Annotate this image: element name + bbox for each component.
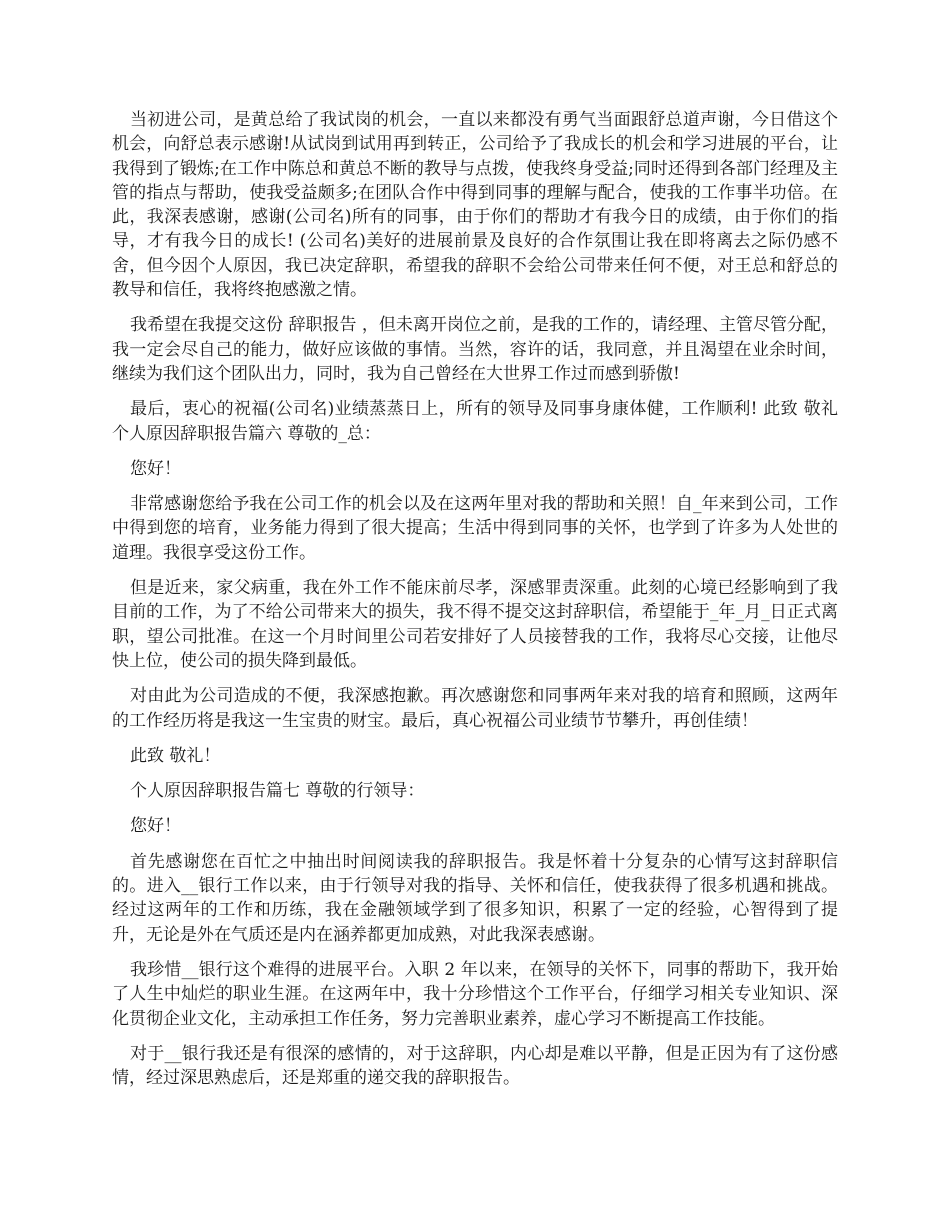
paragraph-12: 我珍惜__银行这个难得的进展平台。入职 2 年以来，在领导的关怀下，同事的帮助下，我开始了人生中灿烂的职业生涯。在这两年中，我十分珍惜这个工作平台，仔细学习相关专业知识、深化贯彻企业文化，主动承担工作任务，努力完善职业素养，虚心学习不断提高工作技能。 — [112, 959, 838, 1029]
paragraph-3: 最后，衷心的祝福(公司名)业绩蒸蒸日上，所有的领导及同事身康体健，工作顺利! 此致 敬礼 个人原因辞职报告篇六 尊敬的_总： — [112, 399, 838, 444]
paragraph-2: 我希望在我提交这份 辞职报告 ，但未离开岗位之前，是我的工作的，请经理、主管尽管分配，我一定会尽自己的能力，做好应该做的事情。当然，容许的话，我同意，并且渴望在业余时间，继续为我们这个团队出力，同时，我为自己曾经在大世界工作过而感到骄傲! — [112, 315, 838, 384]
paragraph-11: 首先感谢您在百忙之中抽出时间阅读我的辞职报告。我是怀着十分复杂的心情写这封辞职信的。进入__银行工作以来，由于行领导对我的指导、关怀和信任，使我获得了很多机遇和挑战。经过这两年的工作和历练，我在金融领域学到了很多知识，积累了一定的经验，心智得到了提升，无论是外在气质还是内在涵养都更加成熟，对此我深表感谢。 — [112, 851, 838, 945]
paragraph-4-greeting: 您好！ — [130, 458, 181, 479]
paragraph-10-greeting: 您好！ — [130, 816, 181, 837]
paragraph-9-heading: 个人原因辞职报告篇七 尊敬的行领导： — [130, 781, 425, 802]
paragraph-5: 非常感谢您给予我在公司工作的机会以及在这两年里对我的帮助和关照！自_年来到公司，工作中得到您的培育，业务能力得到了很大提高；生活中得到同事的关怀，也学到了许多为人处世的道理。我很享受这份工作。 — [112, 494, 838, 563]
document-body — [112, 108, 838, 1101]
paragraph-8-closing: 此致 敬礼！ — [130, 745, 221, 766]
paragraph-13: 对于__银行我还是有很深的感情的，对于这辞职，内心却是难以平静，但是正因为有了这份感情，经过深思熟虑后，还是郑重的递交我的辞职报告。 — [112, 1043, 838, 1089]
paragraph-7: 对由此为公司造成的不便，我深感抱歉。再次感谢您和同事两年来对我的培育和照顾，这两年的工作经历将是我这一生宝贵的财宝。最后，真心祝福公司业绩节节攀升，再创佳绩！ — [112, 686, 838, 731]
paragraph-1: 当初进公司，是黄总给了我试岗的机会，一直以来都没有勇气当面跟舒总道声谢，今日借这个机会，向舒总表示感谢!从试岗到试用再到转正，公司给予了我成长的机会和学习进展的平台，让我得到了锻炼;在工作中陈总和黄总不断的教导与点拨，使我终身受益;同时还得到各部门经理及主管的指点与帮助，使我受益颇多;在团队合作中得到同事的理解与配合，使我的工作事半功倍。在此，我深表感谢，感谢(公司名)所有的同事，由于你们的帮助才有我今日的成绩，由于你们的指导，才有我今日的成长! (公司名)美好的进展前景及良好的合作氛围让我在即将离去之际仍感不舍，但今因个人原因，我已决定辞职，希望我的辞职不会给公司带来任何不便，对王总和舒总的教导和信任，我将终抱感激之情。 — [112, 110, 838, 301]
paragraph-6: 但是近来，家父病重，我在外工作不能床前尽孝，深感罪责深重。此刻的心境已经影响到了我目前的工作，为了不给公司带来大的损失，我不得不提交这封辞职信，希望能于_年_月_日正式离职，望公司批准。在这一个月时间里公司若安排好了人员接替我的工作，我将尽心交接，让他尽快上位，使公司的损失降到最低。 — [112, 578, 838, 671]
